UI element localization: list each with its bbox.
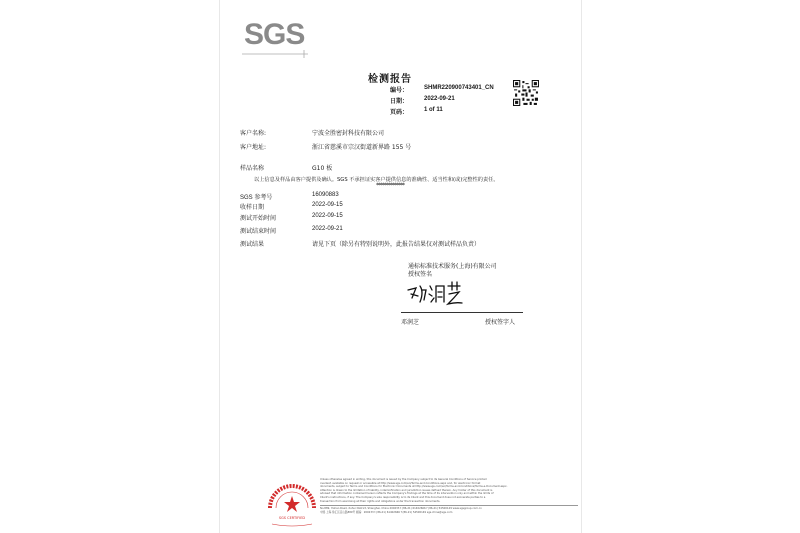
page-number: 1 of 11 bbox=[424, 107, 443, 113]
footer-line: transaction from exercising all their rights and obligations under the transaction documents. bbox=[320, 499, 441, 503]
footer-line: overleaf, available on request or accessible at http://www.sgs.com/en/Terms-and-Conditions.aspx and, for electronic format bbox=[320, 481, 481, 485]
sgs-ref-value: 16090883 bbox=[312, 192, 339, 198]
client-name: 宁波全胜密封科技有限公司 bbox=[312, 130, 385, 137]
footer-address-cn: 中国·上海·徐汇区宜山路889号 邮编：200233 t (86-21) 61402666 f (86-21) 54500149 sgs.china@sgs.com bbox=[320, 510, 453, 514]
report-no-label: 编号： bbox=[390, 87, 409, 94]
sample-name: G10 板 bbox=[312, 165, 333, 172]
client-name-label: 客户名称: bbox=[240, 130, 267, 137]
test-result-value: 请见下页（除另有特别说明外，此报告结果仅对测试样品负责） bbox=[312, 241, 481, 248]
date-label: 日期： bbox=[390, 98, 409, 105]
footer-line: advised that information contained hereon reflects the Company's findings at the time of its intervention only and within the limits of bbox=[320, 492, 494, 496]
note-stars: ************** bbox=[376, 182, 404, 189]
footer-line: documents, subject to Terms and Conditions for Electronic Documents at http://www.sgs.com/en/Terms-and-Conditions/Terms-e-Document.aspx. bbox=[320, 485, 508, 489]
received-date-label: 收样日期 bbox=[240, 204, 265, 211]
client-address-label: 客户地址: bbox=[240, 144, 267, 151]
report-no: SHMR220900743401_CN bbox=[424, 85, 494, 91]
test-start-label: 测试开始时间 bbox=[240, 215, 277, 222]
report-title: 检测报告 bbox=[368, 74, 412, 85]
sgs-seal-icon bbox=[262, 478, 322, 530]
footer-address-en: No.889, Yishan Road, Xuhui District, Shanghai, China 200233 t (86-21) 61402666 f (86-21) 54500149 www.sgsgroup.com.cn bbox=[320, 505, 578, 511]
authorized-signature-label: 授权签名 bbox=[408, 271, 433, 278]
sample-note: 以上信息及样品由客户提供及确认。SGS 不承担证实客户提供信息的准确性、适当性和(或)完整性的责任。 bbox=[254, 177, 499, 183]
test-end-value: 2022-09-21 bbox=[312, 226, 343, 232]
footer-line: Attention is drawn to the limitation of liability, indemnification and jurisdiction issues defined therein. Any holder of this document is bbox=[320, 488, 493, 492]
signing-company: 通标标准技术服务(上海)有限公司 bbox=[408, 263, 497, 270]
footer-terms bbox=[320, 478, 578, 514]
page-label: 页码： bbox=[390, 109, 409, 116]
report-date: 2022-09-21 bbox=[424, 96, 455, 102]
handwritten-signature bbox=[402, 276, 466, 308]
footer-line: Unless otherwise agreed in writing, this document is issued by the Company subject to its General Conditions of Service printed bbox=[320, 478, 487, 481]
qr-code-icon bbox=[513, 80, 539, 106]
sgs-ref-label: SGS 参考号 bbox=[240, 195, 273, 201]
signer-name: 邓润芝 bbox=[401, 319, 420, 326]
received-date-value: 2022-09-15 bbox=[312, 202, 343, 208]
test-start-value: 2022-09-15 bbox=[312, 213, 343, 219]
signer-role: 授权签字人 bbox=[485, 319, 516, 326]
client-address: 浙江省慈溪市宗汉街道新界路 155 号 bbox=[312, 144, 412, 151]
seal-text: SGS CERTIFIED bbox=[278, 516, 306, 520]
test-end-label: 测试结束时间 bbox=[240, 228, 277, 235]
test-result-label: 测试结果 bbox=[240, 241, 265, 248]
logo-underline bbox=[242, 50, 308, 58]
signature-line bbox=[401, 312, 523, 313]
report-page bbox=[220, 0, 581, 533]
footer-line: Client's instructions, if any. The Company's sole responsibility is to its Client and this document does not exonerate parties to a bbox=[320, 495, 486, 499]
sgs-logo: SGS bbox=[244, 18, 305, 51]
sample-name-label: 样品名称 bbox=[240, 165, 265, 172]
